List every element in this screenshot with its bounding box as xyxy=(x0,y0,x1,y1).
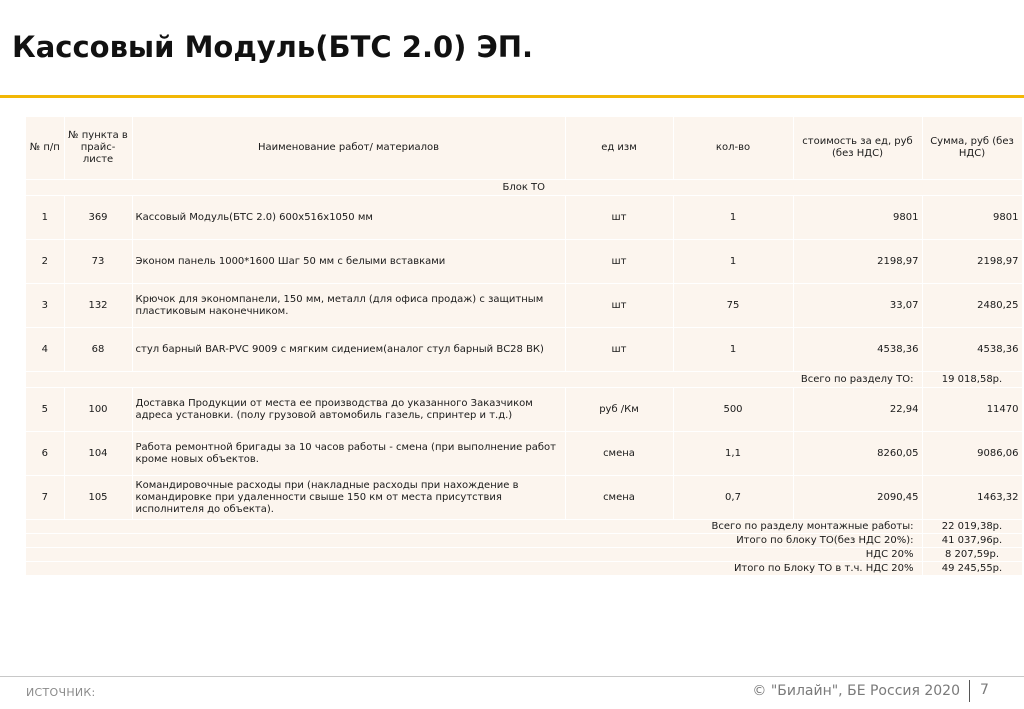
item-qty: 500 xyxy=(673,388,793,432)
subtotal-row-value: 19 018,58р. xyxy=(922,372,1022,388)
col-header-unit-price: стоимость за ед, руб (без НДС) xyxy=(793,117,922,180)
item-price-code: 73 xyxy=(64,240,132,284)
item-sum: 4538,36 xyxy=(922,328,1022,372)
subtotal-row xyxy=(26,372,1022,388)
page-title: Кассовый Модуль(БТС 2.0) ЭП. xyxy=(12,30,534,64)
total-row-label: Всего по разделу монтажные работы: xyxy=(26,520,922,534)
table-row xyxy=(26,240,1022,284)
page-number-separator xyxy=(969,680,970,702)
item-unit-price: 4538,36 xyxy=(793,328,922,372)
item-number: 3 xyxy=(26,284,64,328)
table-row xyxy=(26,432,1022,476)
item-unit-price: 22,94 xyxy=(793,388,922,432)
item-sum: 9086,06 xyxy=(922,432,1022,476)
table-row xyxy=(26,196,1022,240)
item-qty: 1 xyxy=(673,240,793,284)
total-row xyxy=(26,562,1022,576)
item-price-code: 100 xyxy=(64,388,132,432)
col-header-unit: ед изм xyxy=(565,117,673,180)
item-name: Крючок для экономпанели, 150 мм, металл (для офиса продаж) с защитным пластиковым наконечником. xyxy=(132,284,565,328)
subtotal-row-label: Всего по разделу ТО: xyxy=(26,372,922,388)
item-unit-price: 33,07 xyxy=(793,284,922,328)
estimate-table-body xyxy=(26,117,1022,576)
item-number: 6 xyxy=(26,432,64,476)
table-row xyxy=(26,328,1022,372)
col-header-sum: Сумма, руб (без НДС) xyxy=(922,117,1022,180)
item-sum: 2480,25 xyxy=(922,284,1022,328)
item-qty: 1,1 xyxy=(673,432,793,476)
total-row xyxy=(26,534,1022,548)
item-unit: смена xyxy=(565,476,673,520)
copyright-text: © "Билайн", БЕ Россия 2020 xyxy=(752,683,960,699)
total-row-value: 22 019,38р. xyxy=(922,520,1022,534)
item-unit: шт xyxy=(565,328,673,372)
table-row xyxy=(26,476,1022,520)
item-unit: шт xyxy=(565,196,673,240)
title-divider xyxy=(0,95,1024,98)
item-price-code: 104 xyxy=(64,432,132,476)
item-name: Доставка Продукции от места ее производства до указанного Заказчиком адреса установки. (полу грузовой автомобиль газель, спринтер и т.д.) xyxy=(132,388,565,432)
item-name: Работа ремонтной бригады за 10 часов работы - смена (при выполнение работ кроме новых объектов. xyxy=(132,432,565,476)
item-sum: 1463,32 xyxy=(922,476,1022,520)
item-sum: 9801 xyxy=(922,196,1022,240)
col-header-number: № п/п xyxy=(26,117,64,180)
item-unit: руб /Км xyxy=(565,388,673,432)
col-header-qty: кол-во xyxy=(673,117,793,180)
item-qty: 75 xyxy=(673,284,793,328)
table-row xyxy=(26,388,1022,432)
item-unit: шт xyxy=(565,284,673,328)
item-sum: 2198,97 xyxy=(922,240,1022,284)
total-row xyxy=(26,520,1022,534)
page-number: 7 xyxy=(980,682,989,698)
item-number: 1 xyxy=(26,196,64,240)
item-number: 2 xyxy=(26,240,64,284)
table-header-row xyxy=(26,117,1022,180)
total-row-value: 49 245,55р. xyxy=(922,562,1022,576)
estimate-table xyxy=(26,117,1023,576)
block-label: Блок ТО xyxy=(26,180,1022,196)
source-label: ИСТОЧНИК: xyxy=(26,686,96,699)
item-qty: 1 xyxy=(673,328,793,372)
total-row-value: 8 207,59р. xyxy=(922,548,1022,562)
item-qty: 1 xyxy=(673,196,793,240)
item-unit: шт xyxy=(565,240,673,284)
total-row-value: 41 037,96р. xyxy=(922,534,1022,548)
item-price-code: 105 xyxy=(64,476,132,520)
item-qty: 0,7 xyxy=(673,476,793,520)
item-unit-price: 9801 xyxy=(793,196,922,240)
item-number: 4 xyxy=(26,328,64,372)
col-header-name: Наименование работ/ материалов xyxy=(132,117,565,180)
footer-divider xyxy=(0,676,1024,677)
item-name: Командировочные расходы при (накладные расходы при нахождение в командировке при удаленности свыше 150 км от места присутствия исполнителя до объекта). xyxy=(132,476,565,520)
table-row xyxy=(26,284,1022,328)
item-number: 5 xyxy=(26,388,64,432)
item-number: 7 xyxy=(26,476,64,520)
item-price-code: 132 xyxy=(64,284,132,328)
item-price-code: 369 xyxy=(64,196,132,240)
item-unit: смена xyxy=(565,432,673,476)
total-row-label: Итого по блоку ТО(без НДС 20%): xyxy=(26,534,922,548)
total-row-label: НДС 20% xyxy=(26,548,922,562)
item-name: стул барный BAR-PVC 9009 с мягким сидением(аналог стул барный ВС28 ВК) xyxy=(132,328,565,372)
item-unit-price: 8260,05 xyxy=(793,432,922,476)
item-unit-price: 2090,45 xyxy=(793,476,922,520)
item-price-code: 68 xyxy=(64,328,132,372)
block-row xyxy=(26,180,1022,196)
item-sum: 11470 xyxy=(922,388,1022,432)
col-header-price-item: № пункта в прайс-листе xyxy=(64,117,132,180)
item-name: Кассовый Модуль(БТС 2.0) 600х516х1050 мм xyxy=(132,196,565,240)
item-name: Эконом панель 1000*1600 Шаг 50 мм с белыми вставками xyxy=(132,240,565,284)
item-unit-price: 2198,97 xyxy=(793,240,922,284)
total-row xyxy=(26,548,1022,562)
total-row-label: Итого по Блоку ТО в т.ч. НДС 20% xyxy=(26,562,922,576)
